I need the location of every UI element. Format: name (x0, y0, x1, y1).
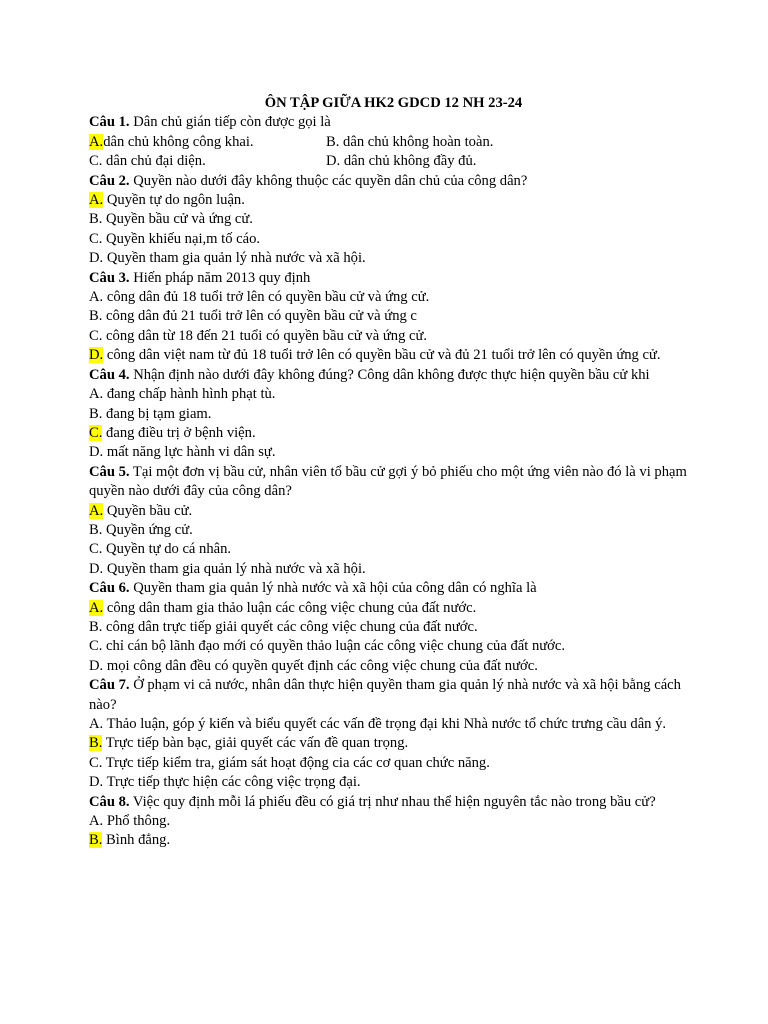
question-number: Câu 8. (89, 793, 130, 810)
option-letter: B. (89, 618, 103, 635)
option-letter: D. (326, 153, 341, 170)
answer-option (89, 210, 690, 229)
question-number: Câu 6. (89, 580, 130, 597)
option-letter: A. (89, 386, 104, 403)
question-block (89, 113, 690, 171)
option-text: Quyền bầu cử và ứng cử. (102, 211, 253, 228)
question-block (89, 676, 690, 792)
option-letter: C. (89, 230, 103, 247)
question-stem (89, 366, 690, 385)
option-text: Quyền ứng cử. (102, 521, 193, 538)
option-letter: D. (89, 250, 104, 267)
option-letter: D. (89, 657, 104, 674)
answer-option (89, 540, 690, 559)
question-stem (89, 463, 690, 502)
answer-option (89, 249, 690, 268)
option-text: công dân việt nam từ đủ 18 tuổi trở lên có quyền bầu cử và đủ 21 tuổi trở lên có quyền ứng cử. (103, 347, 661, 364)
question-block (89, 463, 690, 579)
question-stem (89, 579, 690, 598)
option-text: công dân tham gia thảo luận các công việc chung của đất nước. (103, 599, 477, 616)
option-letter: C. (89, 754, 103, 771)
question-text: Việc quy định mỗi lá phiếu đều có giá trị như nhau thể hiện nguyên tắc nào trong bầu cử? (129, 793, 656, 810)
option-text: Trực tiếp thực hiện các công việc trọng đại. (103, 774, 361, 791)
option-text: chỉ cán bộ lãnh đạo mới có quyền thảo luận các công việc chung của đất nước. (102, 638, 566, 655)
option-text: đang chấp hành hình phạt tù. (103, 386, 276, 403)
answer-option (89, 405, 690, 424)
answer-option (89, 734, 690, 753)
question-number: Câu 4. (89, 366, 130, 383)
option-letter: C. (89, 638, 103, 655)
option-letter: A. (89, 192, 104, 209)
option-text: công dân từ 18 đến 21 tuổi có quyền bầu cử và ứng cử. (102, 327, 428, 344)
answer-option (89, 657, 690, 676)
question-block (89, 793, 690, 851)
answer-option (89, 443, 690, 462)
answer-option (89, 230, 690, 249)
option-text: Quyền tham gia quản lý nhà nước và xã hội. (103, 250, 366, 267)
option-letter: B. (89, 211, 103, 228)
option-text: Quyền tham gia quản lý nhà nước và xã hội. (103, 560, 366, 577)
answer-option (89, 502, 690, 521)
answer-option (89, 307, 690, 326)
option-row (89, 152, 690, 171)
question-block (89, 579, 690, 676)
answer-option (89, 521, 690, 540)
option-row (89, 133, 690, 152)
answer-option (89, 327, 690, 346)
option-text: Trực tiếp bàn bạc, giải quyết các vấn đề quan trọng. (102, 735, 409, 752)
question-number: Câu 2. (89, 172, 130, 189)
answer-option (89, 152, 326, 171)
option-letter: D. (89, 774, 104, 791)
option-letter: A. (89, 502, 104, 519)
option-letter: B. (89, 735, 103, 752)
answer-option (89, 288, 690, 307)
question-block (89, 269, 690, 366)
question-text: Tại một đơn vị bầu cử, nhân viên tổ bầu cử gợi ý bỏ phiếu cho một ứng viên nào đó là vi phạm quyền nào dưới đây của công dân? (89, 463, 687, 500)
question-block (89, 172, 690, 269)
question-number: Câu 3. (89, 269, 130, 286)
option-text: mọi công dân đều có quyền quyết định các công việc chung của đất nước. (103, 657, 538, 674)
answer-option (89, 191, 690, 210)
option-text: đang điều trị ở bệnh viện. (102, 424, 256, 441)
question-list (89, 113, 690, 850)
option-letter: A. (89, 813, 104, 830)
question-stem (89, 113, 690, 132)
option-text: mất năng lực hành vi dân sự. (103, 444, 276, 461)
question-stem (89, 676, 690, 715)
answer-option (89, 773, 690, 792)
answer-option (89, 424, 690, 443)
option-text: Bình đẳng. (102, 832, 171, 849)
document-title: ÔN TẬP GIỮA HK2 GDCD 12 NH 23-24 (264, 95, 523, 111)
option-letter: D. (89, 560, 104, 577)
option-letter: C. (89, 541, 103, 558)
answer-option (89, 715, 690, 734)
question-number: Câu 7. (89, 677, 130, 694)
option-letter: A. (89, 716, 104, 732)
option-letter: B. (89, 832, 103, 849)
answer-option (89, 560, 690, 579)
answer-option (326, 152, 476, 171)
option-letter: A. (89, 599, 104, 616)
option-letter: B. (89, 308, 103, 325)
question-stem (89, 269, 690, 288)
answer-option (89, 831, 690, 850)
option-letter: B. (326, 133, 340, 150)
option-letter: C. (89, 153, 103, 170)
option-text: dân chủ không đầy đủ. (340, 153, 477, 170)
answer-option (89, 385, 690, 404)
option-letter: A. (89, 133, 104, 150)
question-text: Hiến pháp năm 2013 quy định (129, 269, 311, 286)
option-text: dân chủ không công khai. (103, 133, 254, 150)
option-letter: C. (89, 424, 103, 441)
option-text: dân chủ đại diện. (102, 153, 206, 170)
question-number: Câu 1. (89, 114, 130, 131)
option-text: công dân trực tiếp giải quyết các công việc chung của đất nước. (102, 618, 478, 635)
question-text: Nhận định nào dưới đây không đúng? Công dân không được thực hiện quyền bầu cử khi (129, 366, 650, 383)
question-text: Quyền nào dưới đây không thuộc các quyền dân chủ của công dân? (129, 172, 528, 189)
option-text: Quyền tự do cá nhân. (102, 541, 232, 558)
question-number: Câu 5. (89, 463, 130, 480)
option-text: Phổ thông. (103, 813, 171, 830)
option-letter: D. (89, 444, 104, 461)
option-text: Trực tiếp kiểm tra, giám sát hoạt động cia các cơ quan chức năng. (102, 754, 490, 771)
question-stem (89, 172, 690, 191)
answer-option (89, 637, 690, 656)
answer-option (89, 812, 690, 831)
answer-option (89, 346, 690, 365)
question-text: Quyền tham gia quản lý nhà nước và xã hội của công dân có nghĩa là (129, 580, 537, 597)
option-text: Quyền khiếu nại,m tố cáo. (102, 230, 261, 247)
option-letter: A. (89, 289, 104, 306)
option-letter: B. (89, 521, 103, 538)
option-text: dân chủ không hoàn toàn. (339, 133, 494, 150)
question-text: Ở phạm vi cả nước, nhân dân thực hiện quyền tham gia quản lý nhà nước và xã hội bằng cách nào? (89, 677, 681, 713)
answer-option (89, 618, 690, 637)
option-text: Thảo luận, góp ý kiến và biểu quyết các vấn đề trọng đại khi Nhà nước tổ chức trưng cầu dân ý. (103, 716, 667, 732)
question-text: Dân chủ gián tiếp còn được gọi là (129, 114, 331, 131)
option-text: Quyền bầu cử. (103, 502, 193, 519)
option-text: đang bị tạm giam. (102, 405, 212, 422)
option-letter: C. (89, 327, 103, 344)
option-letter: B. (89, 405, 103, 422)
option-letter: D. (89, 347, 104, 364)
answer-option (326, 133, 493, 152)
option-text: công dân đủ 21 tuổi trở lên có quyền bầu cử và ứng c (102, 308, 417, 325)
answer-option (89, 133, 326, 152)
option-text: công dân đủ 18 tuổi trở lên có quyền bầu cử và ứng cử. (103, 289, 430, 306)
question-block (89, 366, 690, 463)
question-stem (89, 793, 690, 812)
option-text: Quyền tự do ngôn luận. (103, 192, 245, 209)
answer-option (89, 599, 690, 618)
answer-option (89, 754, 690, 773)
